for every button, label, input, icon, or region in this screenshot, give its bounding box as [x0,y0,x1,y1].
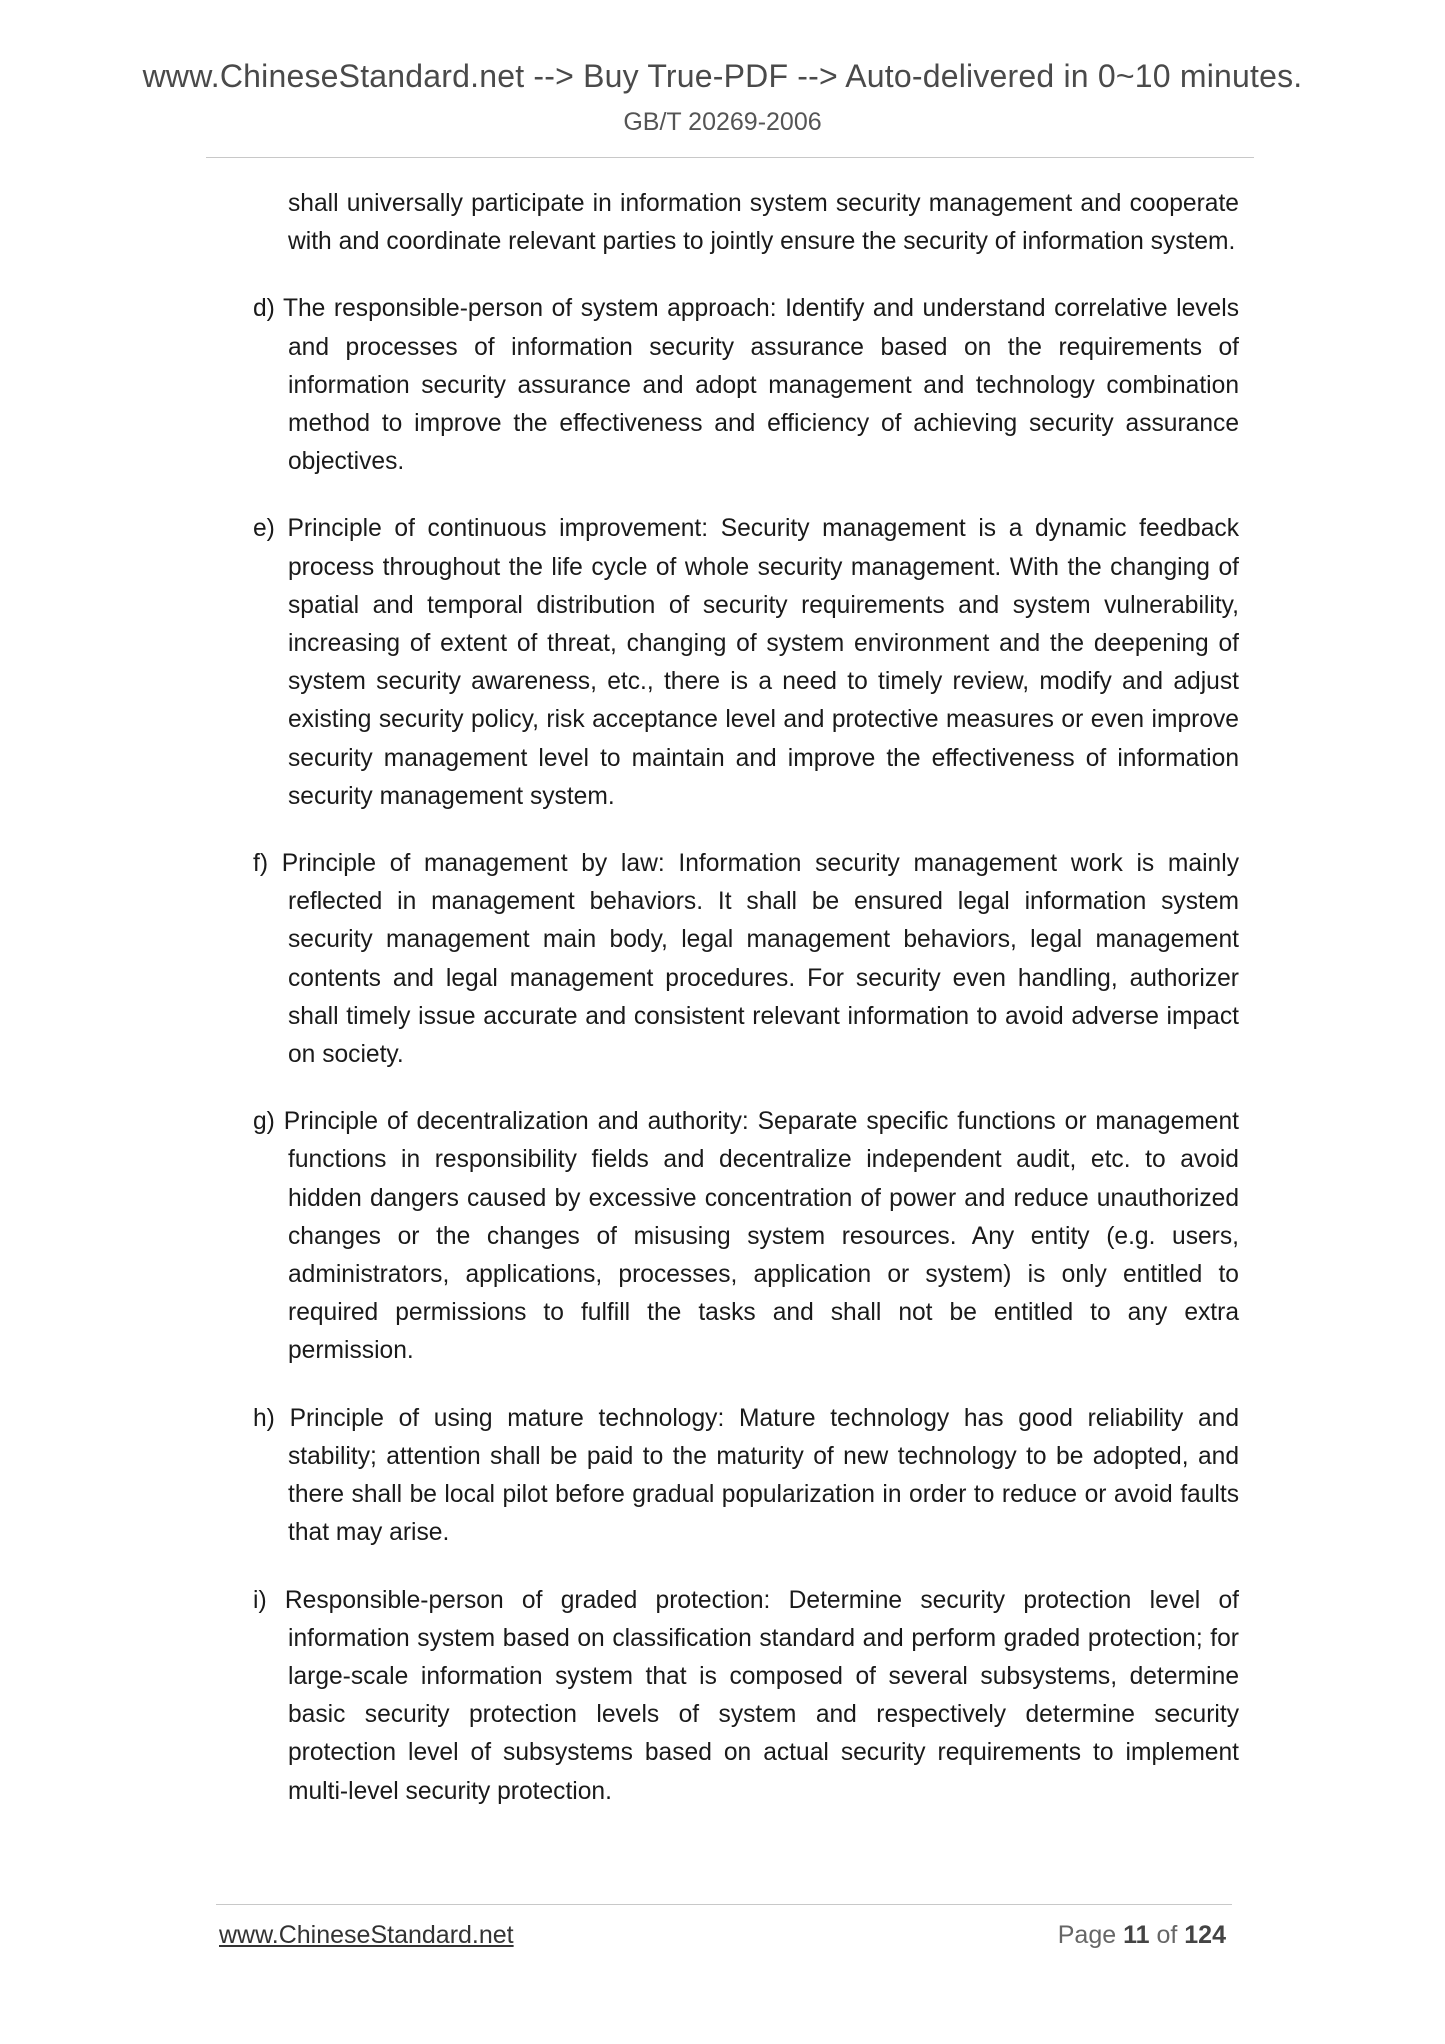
list-item-d [253,290,1239,481]
item-label: h) [253,1404,275,1432]
list-item-h [253,1400,1239,1553]
item-label: i) [253,1586,267,1614]
standard-code: GB/T 20269-2006 [623,108,822,136]
list-item-f [253,845,1239,1074]
page-of: of [1156,1921,1178,1949]
page-prefix: Page [1057,1921,1117,1949]
document-body [253,185,1239,1840]
item-label: f) [253,850,269,878]
item-label: d) [253,295,275,323]
item-text: Principle of continuous improvement: Security management is a dynamic feedback process throughout the life cycle of whole security management. With the changing of spatial and temporal distribution of security requirements and system vulnerability, increasing of extent of threat, changing of system environment and the deepening of system security awareness, etc., there is a need to timely review, modify and adjust existing security policy, risk acceptance level and protective measures or even improve security management level to maintain and improve the effectiveness of information security management system. [287,515,1239,810]
footer-divider [216,1904,1232,1905]
item-text: Responsible-person of graded protection: Determine security protection level of information system based on classification standard and perform graded protection; for large-scale information system that is composed of several subsystems, determine basic security protection levels of system and respectively determine security protection level of subsystems based on actual security requirements to implement multi-level security protection. [284,1586,1239,1805]
continuation-paragraph: shall universally participate in information system security management and cooperate with and coordinate relevant parties to jointly ensure the security of information system. [288,190,1239,256]
item-text: The responsible-person of system approach: Identify and understand correlative levels and processes of information security assurance based on the requirements of information security assurance and adopt management and technology combination method to improve the effectiveness and efficiency of achieving security assurance objectives. [282,295,1239,476]
top-banner[interactable]: www.ChineseStandard.net --> Buy True-PDF --> Auto-delivered in 0~10 minutes. [142,58,1303,94]
item-text: Principle of decentralization and authority: Separate specific functions or management functions in responsibility fields and decentralize independent audit, etc. to avoid hidden dangers caused by excessive concentration of power and reduce unauthorized changes or the changes of misusing system resources. Any entity (e.g. users, administrators, applications, processes, application or system) is only entitled to required permissions to fulfill the tasks and shall not be entitled to any extra permission. [283,1108,1239,1365]
item-label: e) [253,515,275,543]
list-item-i [253,1582,1239,1811]
page-current: 11 [1123,1921,1150,1949]
item-text: Principle of management by law: Information security management work is mainly reflected in management behaviors. It shall be ensured legal information system security management main body, legal management behaviors, legal management contents and legal management procedures. For security even handling, authorizer shall timely issue accurate and consistent relevant information to avoid adverse impact on society. [281,850,1239,1069]
item-text: Principle of using mature technology: Mature technology has good reliability and stability; attention shall be paid to the maturity of new technology to be adopted, and there shall be local pilot before gradual popularization in order to reduce or avoid faults that may arise. [288,1404,1239,1547]
page-indicator [1058,1921,1226,1950]
item-label: g) [253,1108,275,1136]
header-divider [206,157,1254,158]
list-item-g [253,1103,1239,1370]
page-total: 124 [1184,1921,1226,1949]
footer-site-link[interactable]: www.ChineseStandard.net [219,1921,514,1949]
list-item-e [253,510,1239,816]
